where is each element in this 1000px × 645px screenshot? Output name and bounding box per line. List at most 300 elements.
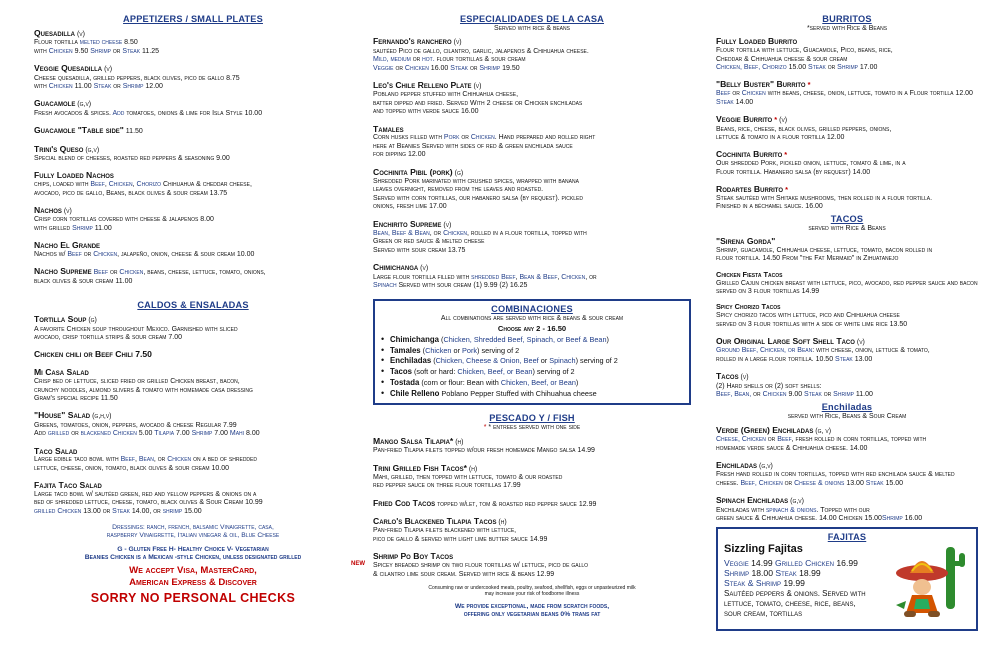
- menu-item-desc-line: [716, 391, 978, 399]
- highlight-text: Shrimp: [837, 64, 858, 72]
- beanies-chicken-note: Beanies Chicken is a Mexican -style Chicken, unless designated grilled: [84, 553, 302, 561]
- tacos-list: [716, 236, 978, 399]
- menu-text: , or: [429, 229, 444, 237]
- menu-item-desc-line: [373, 178, 691, 186]
- combo-row: [381, 367, 683, 377]
- menu-item-header: [34, 98, 352, 109]
- menu-item-name: "House" Salad: [34, 410, 91, 421]
- menu-item-header: [34, 63, 352, 74]
- fish-item: [373, 436, 691, 456]
- menu-item-tag: (g): [86, 317, 97, 325]
- menu-item-name: Verde (Green) Enchiladas: [716, 424, 814, 435]
- menu-item-name: Carlo's Blackened Tilapia Tacos: [373, 516, 497, 527]
- menu-text: red pepper sauce on three flour tortillas 17.99: [373, 482, 521, 490]
- menu-item-desc-line: [373, 527, 691, 535]
- menu-text: Crisp corn tortillas covered with cheese & jalapenos 8.00: [34, 216, 214, 224]
- highlight-text: Spinach: [373, 281, 397, 289]
- caldo-item: [34, 349, 352, 360]
- required-star: *: [805, 80, 811, 90]
- appetizer-item: [34, 266, 352, 286]
- section-title-fajitas: FAJITAS: [827, 532, 867, 543]
- menu-item-name: Trini Grilled Fish Tacos*: [373, 462, 467, 473]
- menu-text: or: [102, 507, 113, 515]
- menu-text: 11.25: [140, 47, 160, 55]
- menu-item-header: [716, 336, 978, 347]
- menu-item-desc-line: [34, 378, 352, 386]
- menu-text: , beans, cheese, lettuce, tomato, onions,: [143, 269, 266, 277]
- menu-text: Green or red sauce & melted cheese: [373, 238, 485, 246]
- menu-item-name: Tacos: [716, 371, 739, 382]
- highlight-text: Steak: [93, 82, 112, 90]
- menu-item-desc-line: [716, 203, 978, 211]
- menu-item-desc-line: [716, 507, 978, 515]
- menu-item-header: [373, 36, 691, 47]
- menu-item-name: Veggie Quesadilla: [34, 63, 103, 74]
- menu-item-header: [716, 36, 978, 47]
- menu-text: Cheddar & Chihuahua cheese & sour cream: [716, 55, 848, 63]
- menu-item-desc-line: [34, 278, 352, 286]
- menu-text: or: [825, 64, 838, 72]
- required-star: *: [772, 115, 778, 125]
- highlight-text: Mild, medium: [373, 56, 411, 64]
- menu-item-tag: (g,h,v): [90, 413, 112, 421]
- highlight-text: Cheese, Chicken: [716, 436, 766, 444]
- menu-item-header: [373, 463, 691, 474]
- menu-text: or: [821, 390, 834, 398]
- menu-text: 18.00: [749, 567, 776, 578]
- menu-text: , fresh rolled in corn tortillas, topped with: [791, 436, 927, 444]
- menu-text: ,: [135, 456, 139, 464]
- menu-text: Beans, rice, cheese, black olives, grilled peppers, onions,: [716, 125, 892, 133]
- highlight-text: Beef, Bean,: [716, 390, 752, 398]
- highlight-text: Bean: [138, 456, 154, 464]
- appetizer-item: [34, 125, 352, 136]
- menu-item-name: Nachos: [34, 204, 62, 215]
- menu-text: 15.00: [182, 507, 202, 515]
- menu-item-name: Cochinita Pibil (pork): [373, 166, 453, 177]
- menu-item-tag: (h): [466, 465, 478, 473]
- menu-item-desc-line: [34, 83, 352, 91]
- menu-item-desc-line: [373, 447, 691, 455]
- menu-text: 8.00: [244, 430, 260, 438]
- menu-item-header: [34, 28, 352, 39]
- menu-text: 16.00: [428, 64, 451, 72]
- menu-item-desc-line: [34, 75, 352, 83]
- menu-text: Tacos: [390, 367, 412, 377]
- menu-text: (corn or flour: Bean with: [419, 377, 501, 387]
- highlight-text: Tilapia: [154, 430, 175, 438]
- menu-item-desc-line: [373, 108, 691, 116]
- menu-text: flour tortillas & sour cream: [434, 56, 526, 64]
- highlight-text: Steak: [835, 355, 853, 363]
- especialidad-item: [373, 36, 691, 73]
- menu-item-name: Fajita Taco Salad: [34, 480, 102, 491]
- menu-text: : with cheese, onion, lettuce & tomato,: [812, 347, 930, 355]
- column-right: [716, 14, 978, 631]
- menu-text: rolled in a large flour tortilla. 10.50: [716, 355, 836, 363]
- highlight-text: Chicken: [108, 181, 133, 189]
- caldo-item: [34, 314, 352, 342]
- menu-text: 15.00: [883, 479, 903, 487]
- menu-text: leaves overnight, removed from the leaves and roasted.: [373, 186, 544, 194]
- highlight-text: shredded Beef: [471, 273, 516, 281]
- menu-text: , rolled in a flour tortilla, topped with: [467, 229, 587, 237]
- fish-item: [351, 551, 691, 579]
- menu-text: here at Beanies Served with sides of red & green enchilada sauce: [373, 142, 573, 150]
- raw-food-warning-1: Consuming raw or undercooked meats, poultry, seafood, shellfish, eggs or unpasteurized milk: [428, 584, 636, 591]
- fajitas-desc-3: sour cream, tortillas: [724, 608, 803, 618]
- menu-text: or: [111, 82, 123, 90]
- menu-text: 14.00, or: [129, 507, 163, 515]
- menu-text: or: [69, 430, 81, 438]
- menu-item-desc-line: [34, 491, 352, 499]
- section-title-caldos: CALDOS & ENSALADAS: [137, 300, 249, 311]
- menu-item-name: Enchirito Supreme: [373, 218, 442, 229]
- pescado-list: [351, 435, 691, 579]
- menu-item-header: [716, 79, 978, 90]
- highlight-text: Shrimp: [191, 430, 213, 438]
- menu-item-header: [716, 149, 978, 160]
- menu-item-name: Mi Casa Salad: [34, 367, 89, 378]
- menu-item-desc-line: [34, 155, 352, 163]
- menu-item-desc-line: [373, 65, 691, 73]
- menu-text: 17.00: [857, 64, 878, 72]
- menu-item-header: [716, 236, 978, 247]
- menu-item-header: [373, 124, 691, 135]
- menu-item-desc-line: [34, 387, 352, 395]
- menu-item-desc-line: [34, 225, 352, 233]
- section-title-appetizers: APPETIZERS / SMALL PLATES: [123, 14, 263, 24]
- menu-text: served on 3 flour tortillas with a side of white lime rice 13.50: [716, 320, 908, 328]
- taco-item: [716, 371, 978, 399]
- menu-text: or: [393, 64, 405, 72]
- menu-item-desc-line: [373, 134, 691, 142]
- highlight-text: Pork: [462, 345, 478, 355]
- highlight-text: Steak & Shrimp: [724, 578, 781, 589]
- menu-item-header: [373, 219, 691, 230]
- menu-item-tag: (v): [61, 207, 72, 215]
- menu-text: (: [431, 356, 436, 366]
- menu-item-desc-line: [373, 195, 691, 203]
- menu-text: 8.50: [122, 39, 138, 47]
- menu-text: crunchy noodles, almond slivers & tomato with homemade casa dressing: [34, 386, 253, 394]
- especialidad-item: [373, 167, 691, 212]
- menu-item-tag: (h): [496, 519, 507, 527]
- section-title-especialidades: ESPECIALIDADES DE LA CASA: [459, 14, 605, 24]
- menu-text: cheese.: [716, 479, 741, 487]
- menu-text: Shredded Pork marinated with crushed spices, wrapped with banana: [373, 177, 579, 185]
- menu-item-tag: (v): [738, 374, 749, 382]
- menu-text: and topped with verde sauce 16.00: [373, 108, 479, 116]
- burrito-item: [716, 149, 978, 177]
- menu-item-name: Nacho El Grande: [34, 240, 101, 251]
- menu-text: Flour tortilla: [34, 39, 80, 47]
- menu-text: lettuce, cheese, onion, tomato, black olives & sour cream 10.00: [34, 464, 229, 472]
- menu-text: 5.00: [136, 430, 155, 438]
- highlight-text: Chicken: [93, 251, 118, 259]
- menu-text: , or: [585, 273, 597, 281]
- menu-item-desc-line: [716, 383, 978, 391]
- menu-text: or: [110, 47, 123, 55]
- menu-item-tag: 11.50: [123, 128, 143, 136]
- menu-text: A favorite Chicken soup throughout Mexico. Garnished with sliced: [34, 325, 238, 333]
- menu-item-desc-line: [716, 280, 978, 288]
- menu-item-name: Fernando's ranchero: [373, 36, 452, 47]
- menu-item-desc-line: [373, 536, 691, 544]
- menu-item-header: [716, 425, 978, 436]
- highlight-text: Chicken: [443, 229, 468, 237]
- menu-text: 12.00: [143, 82, 163, 90]
- highlight-text: Chicken: [48, 47, 73, 55]
- appetizer-item: [34, 205, 352, 233]
- burritos-list: [716, 36, 978, 211]
- menu-text: Served with corn tortillas, our habanero salsa (by request). pickled: [373, 194, 583, 202]
- menu-text: , or: [153, 456, 168, 464]
- menu-item-name: Chimichanga: [373, 262, 419, 273]
- menu-item-header: [373, 262, 691, 273]
- menu-item-desc-line: [716, 247, 978, 255]
- highlight-text: Shrimp: [833, 390, 854, 398]
- menu-item-desc-line: [716, 480, 978, 488]
- menu-text: flour tortilla. 14.50: [716, 255, 782, 263]
- especialidad-item: [373, 219, 691, 256]
- menu-item-tag: (g): [452, 169, 464, 177]
- highlight-text: Beef: [90, 181, 105, 189]
- appetizer-item: [34, 98, 352, 118]
- menu-item-desc-line: [716, 347, 978, 355]
- menu-item-tag: (g,v): [83, 146, 100, 154]
- menu-text: 14.00: [733, 98, 754, 106]
- menu-item-name: Tamales: [373, 123, 404, 134]
- menu-item-desc-line: [373, 562, 691, 570]
- menu-text: 13.00: [852, 355, 873, 363]
- menu-text: 18.99: [796, 567, 821, 578]
- highlight-text: Chicken, Beef, or Bean: [500, 377, 576, 387]
- enchiladas-list: [716, 425, 978, 524]
- menu-text: avocado, crisp tortilla strips & sour cream 7.00: [34, 334, 183, 342]
- menu-item-desc-line: [716, 126, 978, 134]
- new-badge: NEW: [351, 561, 365, 568]
- menu-text: Large flour tortilla filled with: [373, 273, 472, 281]
- menu-text: or: [451, 345, 463, 355]
- menu-item-desc-line: [373, 282, 691, 290]
- menu-item-tag: (v): [777, 117, 788, 125]
- combinaciones-box: [373, 299, 691, 405]
- menu-text: Fresh avocados & spices.: [34, 109, 113, 117]
- menu-text: ): [606, 334, 609, 344]
- menu-item-desc-line: [716, 445, 978, 453]
- section-title-pescado: PESCADO Y / FISH: [489, 413, 575, 424]
- menu-item-desc-line: [373, 274, 691, 282]
- highlight-text: Spinach: [549, 356, 576, 366]
- menu-item-tag: (g,v): [75, 101, 92, 109]
- menu-item-header: [34, 446, 352, 457]
- menu-text: or: [765, 436, 778, 444]
- menu-item-header: [716, 303, 978, 312]
- highlight-text: Chicken: [561, 273, 586, 281]
- menu-text: Spicy chorizo tacos with lettuce, pico and Chihuahua cheese: [716, 312, 900, 320]
- menu-item-tag: (g,v): [757, 462, 773, 470]
- highlight-text: Steak: [804, 390, 822, 398]
- menu-item-desc-line: [34, 422, 352, 430]
- menu-text: 15.00: [786, 64, 809, 72]
- enchilada-item: [716, 495, 978, 523]
- menu-text: tomatoes, onions & lime for Isla Style 10.00: [124, 109, 263, 117]
- enchilada-item: [716, 425, 978, 453]
- menu-text: Poblano pepper stuffed with Chihuahua cheese,: [373, 91, 519, 99]
- menu-item-desc-line: [34, 456, 352, 464]
- menu-text: Greens, tomatoes, onion, peppers, avocado & cheese Regular 7.99: [34, 421, 237, 429]
- menu-item-desc-line: [373, 203, 691, 211]
- menu-item-header: [716, 271, 978, 280]
- highlight-text: Chicken, Shredded Beef, Spinach, or Beef & Bean: [443, 334, 607, 344]
- fajitas-desc-1: Sautéed peppers & onions. Served with: [724, 589, 866, 599]
- appetizer-item: [34, 144, 352, 164]
- taco-item: [716, 236, 978, 264]
- menu-text: Flour tortilla with lettuce, Guacamole, Pico, beans, rice,: [716, 47, 893, 55]
- menu-item-header: [716, 184, 978, 195]
- highlight-text: Shrimp: [90, 47, 111, 55]
- appetizer-item: [34, 240, 352, 259]
- combinaciones-list: [381, 335, 683, 399]
- menu-text: black olives & sour cream 11.00: [34, 277, 133, 285]
- menu-text: on a bed of shredded: [191, 456, 257, 464]
- fajitas-box: [716, 527, 978, 631]
- section-title-combinaciones: COMBINACIONES: [491, 304, 573, 315]
- menu-item-desc-line: [373, 143, 691, 151]
- menu-text: sautéed Pico de gallo, cilantro, garlic, jalapenos & Chihuahua cheese.: [373, 47, 589, 55]
- caldo-item: [34, 367, 352, 403]
- menu-text: (soft or hard:: [411, 367, 458, 377]
- menu-text: Chimichanga: [390, 334, 439, 344]
- highlight-text: blackened Chicken: [80, 430, 137, 438]
- menu-item-name: Spinach Enchiladas: [716, 495, 789, 506]
- highlight-text: Shrimp: [72, 224, 93, 232]
- menu-item-header: [34, 125, 352, 136]
- menu-item-header: [716, 371, 978, 382]
- menu-text: Nachos w/: [34, 251, 68, 259]
- menu-text: Large edible taco bowl with: [34, 456, 121, 464]
- highlight-text: Steak: [775, 567, 797, 578]
- menu-text: Our shredded Pork, pickled onion, lettuce, tomato & lime, in a: [716, 160, 906, 168]
- menu-text: Add: [34, 430, 48, 438]
- menu-text: 11.00: [853, 390, 873, 398]
- menu-item-name: Guacamole: [34, 98, 76, 109]
- menu-text: Enchiladas with: [716, 506, 766, 514]
- menu-item-header: [716, 460, 978, 471]
- highlight-text: Chicken, Beef, Chorizo: [716, 64, 787, 72]
- highlight-text: Mahi: [229, 430, 245, 438]
- menu-text: Chile Relleno: [390, 388, 440, 398]
- menu-text: Shrimp, guacamole, Chihuahua cheese, lettuce, tomato, bacon rolled in: [716, 246, 933, 254]
- menu-item-header: [34, 240, 352, 251]
- menu-item-desc-line: [34, 334, 352, 342]
- menu-item-name: Fully Loaded Nachos: [34, 170, 114, 181]
- highlight-text: Chorizo: [136, 181, 162, 189]
- highlight-text: Chicken: [404, 64, 429, 72]
- menu-item-header: [34, 170, 352, 181]
- required-star: *: [782, 150, 788, 160]
- menu-item-desc-line: [34, 499, 352, 507]
- menu-text: Steak sautéed with Shitake mushrooms, then rolled in a flour tortilla.: [716, 194, 933, 202]
- menu-item-header: [373, 80, 691, 91]
- menu-item-name: Mango Salsa Tilapia*: [373, 435, 454, 446]
- menu-item-inline-desc: [435, 501, 596, 508]
- menu-item-desc-line: [34, 508, 352, 516]
- menu-item-desc-line: [716, 471, 978, 479]
- menu-text: ,: [132, 181, 137, 189]
- menu-text: From "the Fat Mermaid" in Zihuatanejo: [781, 255, 899, 263]
- menu-text: for dipping 12.00: [373, 151, 426, 159]
- menu-item-name: Shrimp Po Boy Tacos: [373, 551, 454, 562]
- menu-item-inline-desc: [92, 269, 266, 276]
- taco-item: [716, 303, 978, 329]
- menu-item-name: Guacamole "Table side": [34, 125, 124, 136]
- menu-text: or: [108, 269, 120, 277]
- highlight-text: Beef: [67, 251, 82, 259]
- highlight-text: Shrimp: [122, 82, 144, 90]
- menu-text: topped w/let, tom & roasted red pepper sauce 12.99: [435, 500, 597, 508]
- menu-text: batter dipped and fried. Served With 2 cheese or Chicken enchiladas: [373, 99, 583, 107]
- menu-item-tag: (v): [471, 82, 482, 90]
- menu-item-header: [34, 410, 352, 421]
- combinaciones-price: Choose any 2 - 16.50: [497, 323, 567, 333]
- highlight-text: spinach & onions: [765, 506, 817, 514]
- enchiladas-subtitle: served with Rice, Beans & Sour Cream: [787, 413, 907, 421]
- highlight-text: Chicken: [167, 456, 192, 464]
- menu-text: Chihuahua & cheddar cheese,: [161, 181, 252, 189]
- appetizers-list: [34, 28, 352, 286]
- highlight-text: Beef: [716, 90, 731, 98]
- menu-item-tag: (g,v): [788, 498, 804, 506]
- menu-item-name: Chicken Fiesta Tacos: [716, 269, 783, 279]
- menu-text: Served with sour cream 13.75: [373, 246, 466, 254]
- menu-text: 9.50: [72, 47, 91, 55]
- especialidad-item: [373, 80, 691, 117]
- menu-text: ,: [557, 273, 562, 281]
- menu-text: ) serving of 2: [477, 345, 520, 355]
- payment-line-2: American Express & Discover: [129, 576, 257, 588]
- menu-item-tag: (v): [418, 265, 429, 273]
- menu-text: (2) Hard shells or (2) soft shells:: [716, 382, 822, 390]
- menu-item-name: Fully Loaded Burrito: [716, 36, 798, 47]
- menu-text: onions, fresh lime 17.00: [373, 203, 447, 211]
- menu-item-header: [373, 436, 691, 447]
- fish-item: [373, 516, 691, 544]
- highlight-text: Steak: [865, 479, 884, 487]
- menu-text: 7.00: [212, 430, 230, 438]
- highlight-text: Steak: [716, 98, 734, 106]
- menu-text: 11.00: [72, 82, 94, 90]
- menu-item-name: Quesadilla: [34, 28, 76, 39]
- highlight-text: Chicken: [425, 345, 452, 355]
- menu-text: 13.00: [844, 479, 866, 487]
- taco-item: [716, 271, 978, 297]
- menu-text: with: [34, 47, 49, 55]
- caldo-item: [34, 446, 352, 474]
- menu-text: with: [34, 82, 49, 90]
- section-title-enchiladas: Enchiladas: [821, 402, 873, 413]
- menu-item-desc-line: [34, 48, 352, 56]
- especialidades-list: [373, 36, 691, 290]
- menu-item-desc-line: [716, 436, 978, 444]
- menu-item-desc-line: [373, 247, 691, 255]
- highlight-text: Beef: [93, 269, 109, 277]
- combo-row: [381, 389, 683, 399]
- menu-item-name: "Sirena Gorda": [716, 236, 776, 247]
- highlight-text: Beef: [777, 436, 792, 444]
- menu-item-desc-line: [716, 195, 978, 203]
